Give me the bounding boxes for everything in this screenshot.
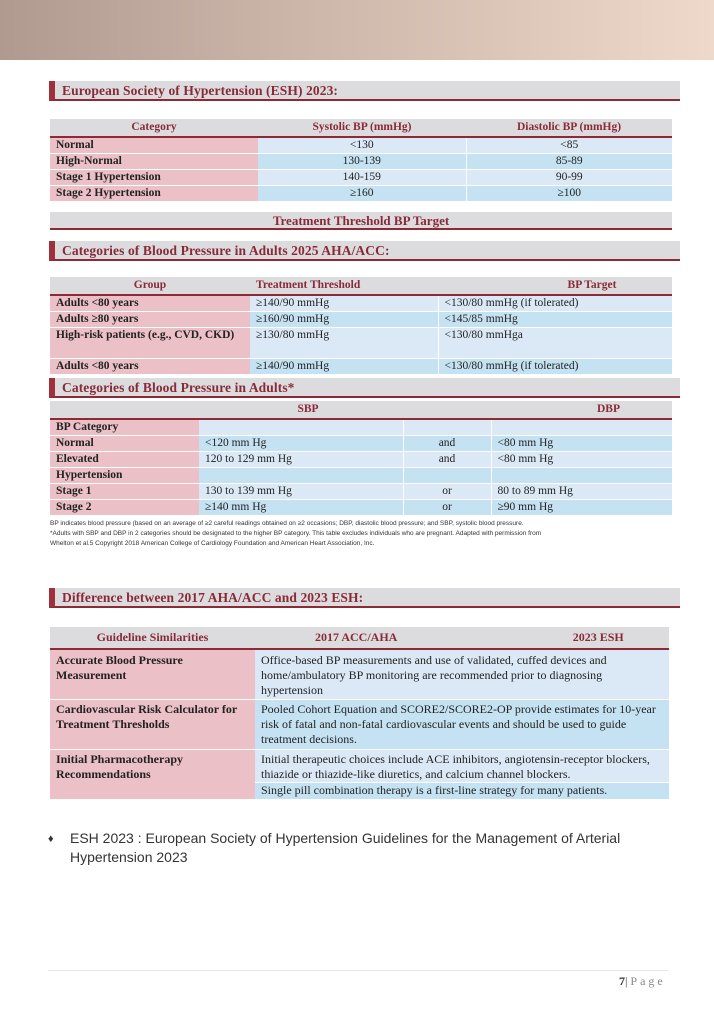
treatment-threshold-bar <box>50 212 672 230</box>
dbp-cell: <80 mm Hg <box>491 436 672 452</box>
category-cell: Normal <box>50 137 258 154</box>
target-cell: <130/80 mmHga <box>438 328 672 359</box>
category-cell: Stage 1 Hypertension <box>50 170 258 186</box>
table-row <box>50 359 672 375</box>
table-row <box>50 419 672 436</box>
footer-divider <box>48 970 668 971</box>
table-row <box>50 484 672 500</box>
dbp-cell <box>491 419 672 436</box>
column-header: Treatment Threshold <box>250 277 438 295</box>
table-row <box>50 170 672 186</box>
group-cell: Adults <80 years <box>50 359 250 375</box>
category-cell: Normal <box>50 436 199 452</box>
similarity-text: Initial therapeutic choices include ACE inhibitors, angiotensin-receptor blockers, thiazide or thiazide-like diuretics, and calcium channel blockers. <box>255 749 669 782</box>
section-title-differences: Difference between 2017 AHA/ACC and 2023 ESH: <box>49 588 680 608</box>
page-number-value: 7 <box>619 974 625 988</box>
adult-bp-categories-table <box>50 401 672 515</box>
column-header: Guideline Similarities <box>50 627 255 649</box>
diastolic-cell: 90-99 <box>466 170 672 186</box>
dbp-cell: <80 mm Hg <box>491 452 672 468</box>
threshold-cell: ≥160/90 mmHg <box>250 312 438 328</box>
page-separator: | <box>625 974 628 988</box>
group-cell: High-risk patients (e.g., CVD, CKD) <box>50 328 250 359</box>
diamond-bullet-icon: ♦ <box>48 833 54 845</box>
column-header: Diastolic BP (mmHg) <box>466 119 672 137</box>
sbp-cell: 120 to 129 mm Hg <box>199 452 403 468</box>
systolic-cell: <130 <box>258 137 466 154</box>
column-header-2017: 2017 ACC/AHA <box>315 630 397 644</box>
group-cell: Adults <80 years <box>50 295 250 312</box>
target-cell: <130/80 mmHg (if tolerated) <box>438 295 672 312</box>
conjunction-cell: and <box>403 436 491 452</box>
reference-bullet <box>48 829 668 867</box>
similarity-label: Initial Pharmacotherapy Recommendations <box>50 749 255 799</box>
table-footnote <box>50 519 680 549</box>
systolic-cell: 130-139 <box>258 154 466 170</box>
column-header <box>50 401 199 419</box>
similarity-text: Single pill combination therapy is a first-line strategy for many patients. <box>255 782 669 799</box>
table-row <box>50 436 672 452</box>
conjunction-cell <box>403 468 491 484</box>
column-header-2023: 2023 ESH <box>572 630 624 644</box>
table-row <box>50 699 669 749</box>
threshold-cell: ≥140/90 mmHg <box>250 359 438 375</box>
category-cell: BP Category <box>50 419 199 436</box>
category-cell: Hypertension <box>50 468 199 484</box>
threshold-cell: ≥140/90 mmHg <box>250 295 438 312</box>
category-cell: Stage 1 <box>50 484 199 500</box>
diastolic-cell: ≥100 <box>466 186 672 202</box>
dbp-cell: ≥90 mm Hg <box>491 500 672 516</box>
dbp-cell <box>491 468 672 484</box>
category-cell: Elevated <box>50 452 199 468</box>
section-title-esh: European Society of Hypertension (ESH) 2023: <box>49 81 680 101</box>
page-label: Page <box>630 974 666 988</box>
sbp-cell <box>199 419 403 436</box>
diastolic-cell: <85 <box>466 137 672 154</box>
conjunction-cell: or <box>403 500 491 516</box>
table-row <box>50 295 672 312</box>
table-row <box>50 154 672 170</box>
threshold-cell: ≥130/80 mmHg <box>250 328 438 359</box>
category-cell: Stage 2 Hypertension <box>50 186 258 202</box>
table-row <box>50 312 672 328</box>
column-header: SBP <box>199 401 403 419</box>
section-title-aha-2025: Categories of Blood Pressure in Adults 2025 AHA/ACC: <box>49 241 680 261</box>
page-header-banner <box>0 0 714 60</box>
category-cell: High-Normal <box>50 154 258 170</box>
column-header: Group <box>50 277 250 295</box>
table-row <box>50 328 672 359</box>
esh-bp-table <box>50 119 672 201</box>
sbp-cell: ≥140 mm Hg <box>199 500 403 516</box>
conjunction-cell: or <box>403 484 491 500</box>
systolic-cell: ≥160 <box>258 186 466 202</box>
dbp-cell: 80 to 89 mm Hg <box>491 484 672 500</box>
table-row <box>50 649 669 699</box>
group-cell: Adults ≥80 years <box>50 312 250 328</box>
target-cell: <145/85 mmHg <box>438 312 672 328</box>
systolic-cell: 140-159 <box>258 170 466 186</box>
treatment-threshold-label: Treatment Threshold BP Target <box>272 213 450 228</box>
table-row <box>50 468 672 484</box>
table-row <box>50 186 672 202</box>
column-header: Category <box>50 119 258 137</box>
conjunction-cell <box>403 419 491 436</box>
footnote-line: *Adults with SBP and DBP in 2 categories should be designated to the higher BP category. This table excludes individuals who are pregnant. Adapted with permission from <box>50 530 542 537</box>
column-header <box>403 401 491 419</box>
section-title-adult-categories: Categories of Blood Pressure in Adults* <box>49 378 680 398</box>
sbp-cell <box>199 468 403 484</box>
page-number <box>619 974 666 989</box>
aha-treatment-table <box>50 277 672 374</box>
table-row <box>50 500 672 516</box>
similarity-label: Accurate Blood Pressure Measurement <box>50 649 255 699</box>
sbp-cell: <120 mm Hg <box>199 436 403 452</box>
conjunction-cell: and <box>403 452 491 468</box>
column-header: DBP <box>491 401 672 419</box>
similarity-label: Cardiovascular Risk Calculator for Treatment Thresholds <box>50 699 255 749</box>
category-cell: Stage 2 <box>50 500 199 516</box>
table-row <box>50 452 672 468</box>
column-header: Systolic BP (mmHg) <box>258 119 466 137</box>
footnote-line: Whelton et al.5 Copyright 2018 American College of Cardiology Foundation and American Heart Association, Inc. <box>50 540 375 547</box>
target-cell: <130/80 mmHg (if tolerated) <box>438 359 672 375</box>
footnote-line: BP indicates blood pressure (based on an average of ≥2 careful readings obtained on ≥2 occasions; DBP, diastolic blood pressure; and SBP, systolic blood pressure. <box>50 520 524 527</box>
reference-text: ESH 2023 : European Society of Hypertension Guidelines for the Management of Arterial Hypertension 2023 <box>70 830 621 865</box>
table-row <box>50 749 669 782</box>
diastolic-cell: 85-89 <box>466 154 672 170</box>
column-header <box>255 627 669 649</box>
column-header: BP Target <box>438 277 672 295</box>
table-row <box>50 137 672 154</box>
sbp-cell: 130 to 139 mm Hg <box>199 484 403 500</box>
similarity-text: Pooled Cohort Equation and SCORE2/SCORE2-OP provide estimates for 10-year risk of fatal and non-fatal cardiovascular events and should be used to guide treatment decisions. <box>255 699 669 749</box>
similarity-text: Office-based BP measurements and use of validated, cuffed devices and home/ambulatory BP monitoring are recommended prior to diagnosing hypertension <box>255 649 669 699</box>
guideline-differences-table <box>50 627 669 799</box>
